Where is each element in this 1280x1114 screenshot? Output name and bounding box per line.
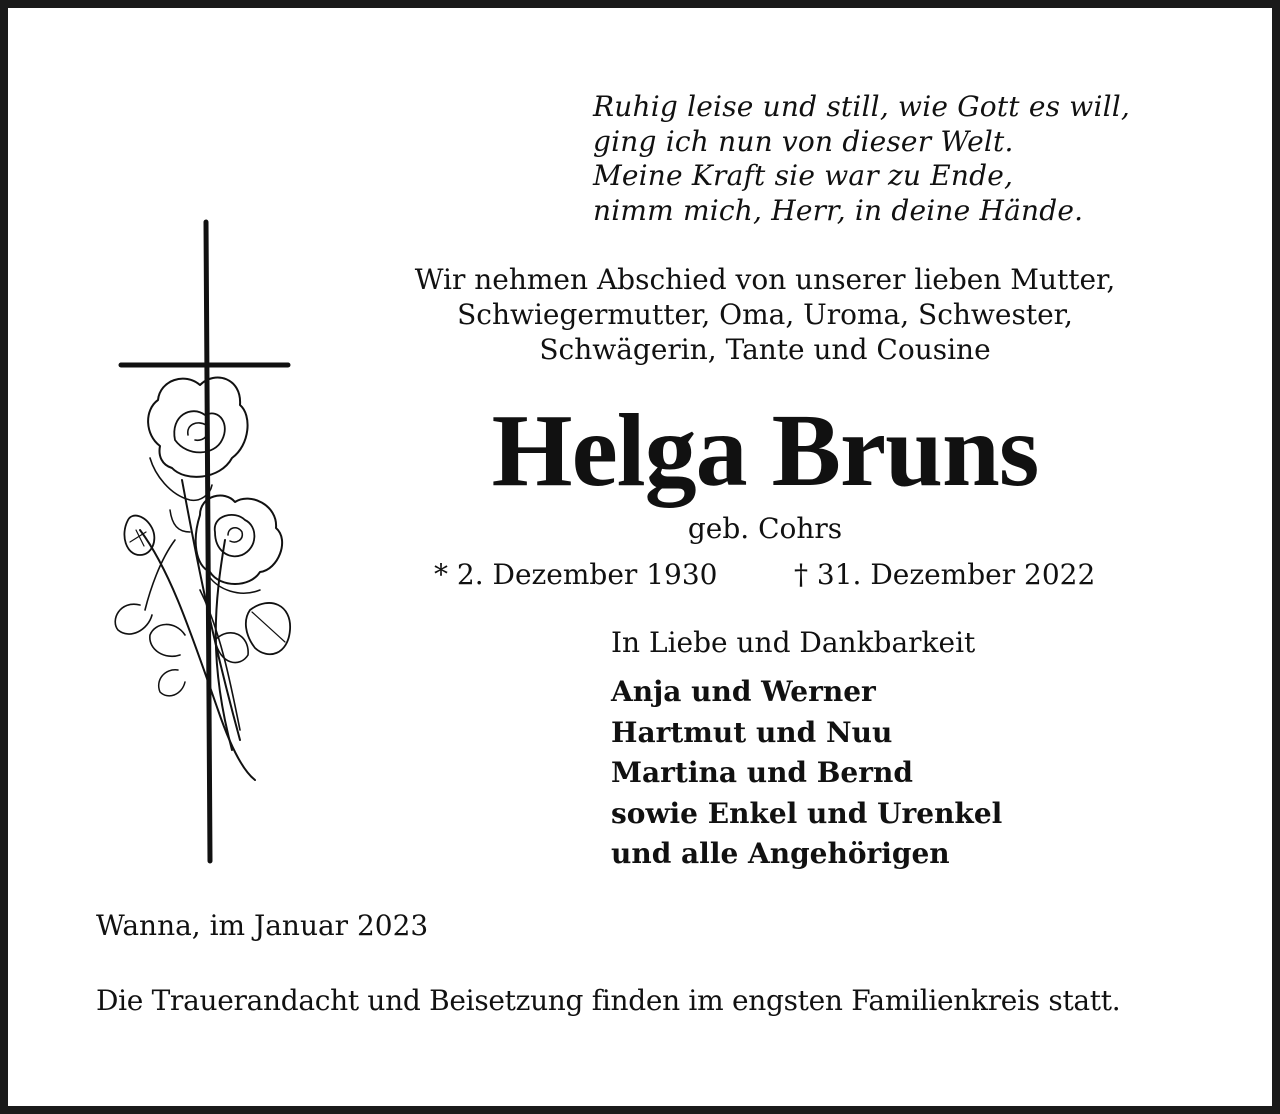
intro-line: Wir nehmen Abschied von unserer lieben Mutter, (414, 263, 1116, 296)
mourner-line: Martina und Bernd (611, 756, 913, 789)
funeral-note: Die Trauerandacht und Beisetzung finden im engsten Familienkreis statt. (96, 984, 1121, 1017)
dedication: In Liebe und Dankbarkeit (611, 626, 976, 659)
cross-with-roses-icon (100, 210, 300, 870)
place-date: Wanna, im Januar 2023 (96, 909, 429, 942)
birth-date: * 2. Dezember 1930 (434, 558, 718, 591)
poem-line: ging ich nun von dieser Welt. (593, 124, 1014, 158)
intro-text (395, 262, 1135, 367)
poem-line: Ruhig leise und still, wie Gott es will, (593, 90, 1131, 123)
mourner-line: und alle Angehörigen (611, 837, 950, 870)
intro-line: Schwiegermutter, Oma, Uroma, Schwester, (457, 298, 1073, 331)
maiden-name: geb. Cohrs (687, 512, 843, 545)
poem (593, 90, 1130, 228)
poem-line: nimm mich, Herr, in deine Hände. (593, 193, 1084, 227)
mourner-line: Anja und Werner (611, 675, 876, 708)
mourner-line: sowie Enkel und Urenkel (611, 796, 1003, 830)
mourners-list (611, 672, 1002, 875)
mourner-line: Hartmut und Nuu (611, 715, 893, 749)
death-date: † 31. Dezember 2022 (794, 558, 1096, 591)
deceased-name: Helga Bruns (491, 393, 1039, 508)
intro-line: Schwägerin, Tante und Cousine (539, 333, 991, 366)
poem-line: Meine Kraft sie war zu Ende, (593, 159, 1014, 192)
